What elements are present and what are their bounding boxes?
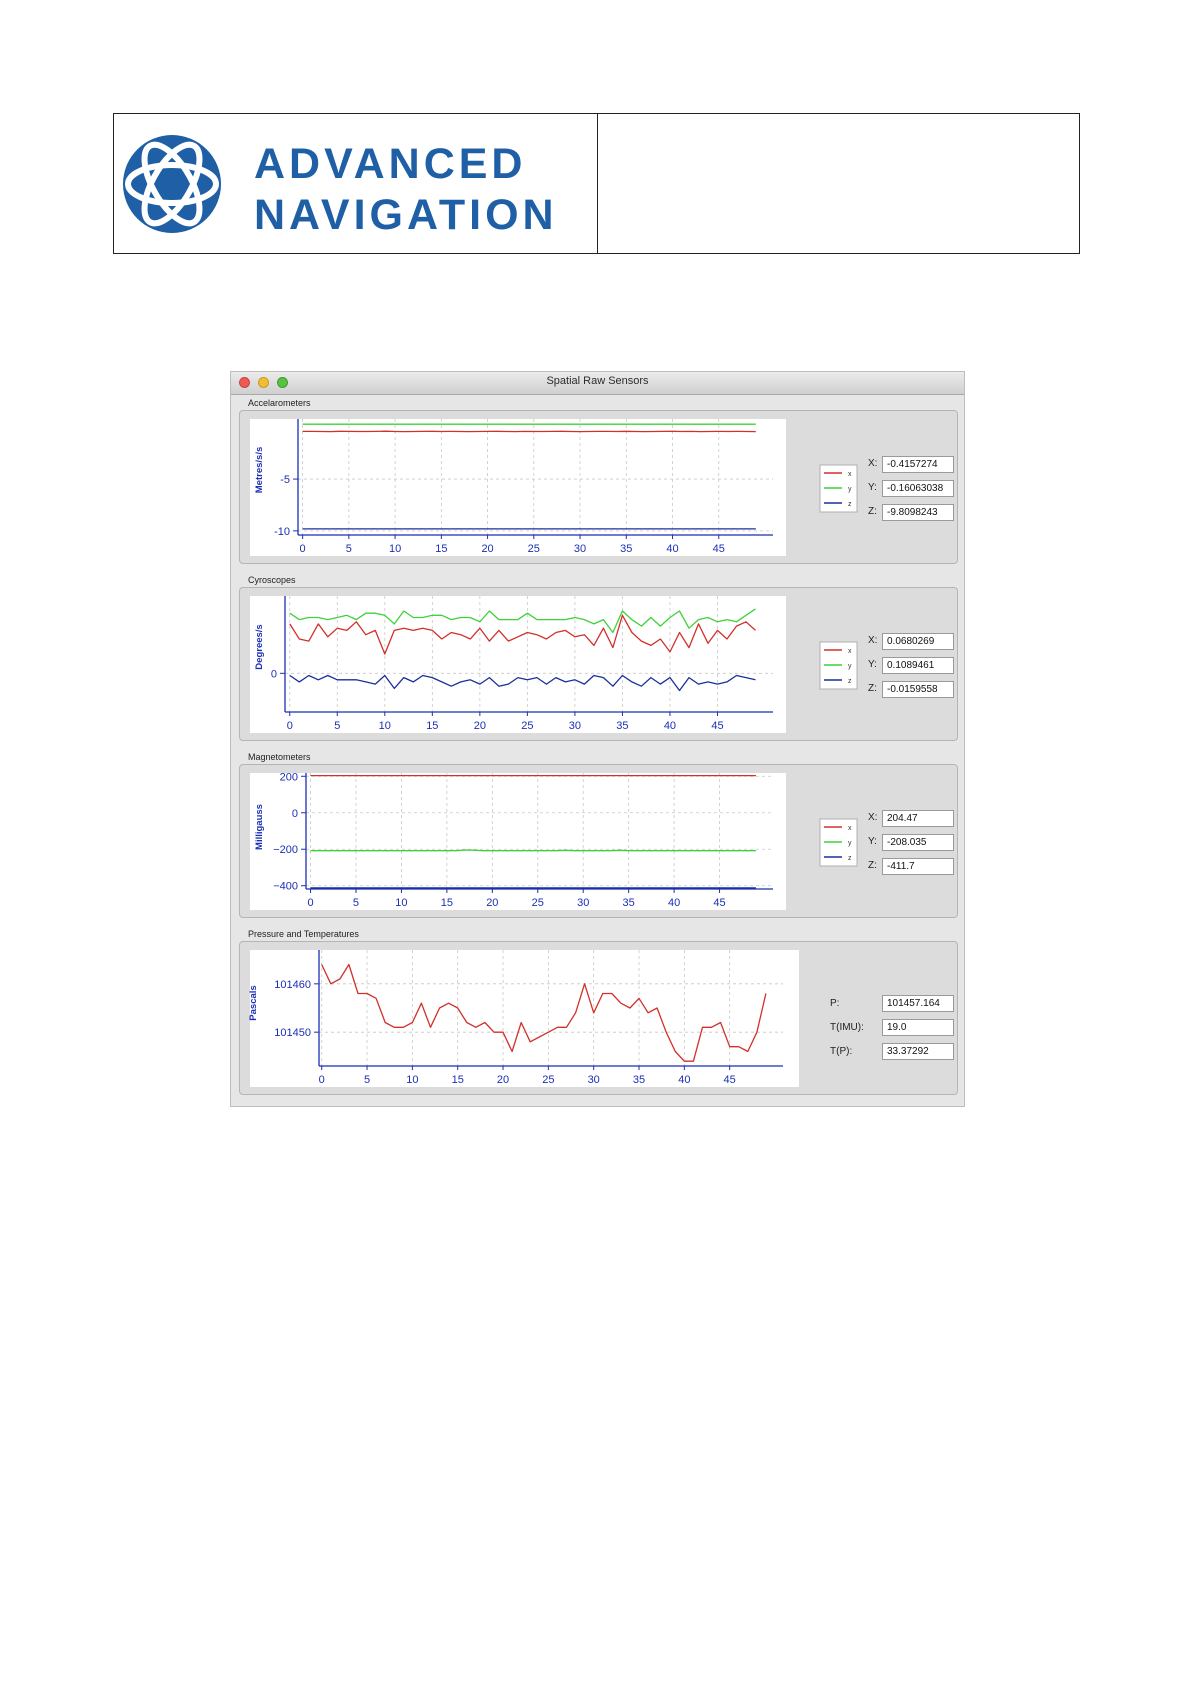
x-tick-label: 40 [663,720,677,732]
logo-cell [114,114,598,253]
x-tick-label: 20 [481,543,494,555]
x-tick-label: 10 [378,720,391,732]
x-tick-label: 0 [286,720,293,732]
x-tick-label: 5 [345,543,352,555]
mag-y-label: Y: [868,836,877,847]
legend-z: z [848,678,852,685]
logo-line2: NAVIGATION [254,191,558,239]
mag-panel [239,764,958,918]
accel-z-field[interactable]: -9.8098243 [882,504,954,521]
y-tick-label: -10 [274,525,290,538]
x-tick-label: 20 [496,1074,510,1086]
x-tick-label: 20 [486,897,499,909]
legend-x: x [848,825,852,832]
advanced-navigation-logo [114,114,596,253]
mag-z-field[interactable]: -411.7 [882,858,954,875]
press-timu-field[interactable]: 19.0 [882,1019,954,1036]
x-tick-label: 40 [667,897,681,909]
legend-x: x [848,471,852,478]
x-tick-label: 45 [723,1074,736,1086]
x-tick-label: 40 [678,1074,691,1086]
accel-legend [820,465,857,512]
x-tick-label: 40 [666,543,679,555]
gyro-y-label: Y: [868,659,877,670]
x-tick-label: 0 [318,1074,325,1086]
header-empty-cell [598,114,1079,253]
globe-logo-icon [123,135,221,233]
gyro-z-field[interactable]: -0.0159558 [882,681,954,698]
press-panel [239,941,958,1095]
x-tick-label: 30 [573,543,587,555]
gyro-z-label: Z: [868,683,877,694]
press-p-field[interactable]: 101457.164 [882,995,954,1012]
x-tick-label: 15 [435,543,448,555]
x-tick-label: 15 [426,720,439,732]
mag-z-label: Z: [868,860,877,871]
x-tick-label: 30 [587,1074,600,1086]
legend-y: y [848,663,852,670]
gyro-legend [820,642,857,689]
legend-z: z [848,855,852,862]
x-tick-label: 5 [334,720,341,732]
legend-y: y [848,486,852,493]
x-tick-label: 35 [620,543,633,555]
gyro-y-field[interactable]: 0.1089461 [882,657,954,674]
x-tick-label: 25 [521,720,534,732]
y-tick-label: 101460 [274,978,311,991]
document-header [113,113,1080,254]
legend-y: y [848,840,852,847]
mag-y-axis-label: Milligauss [254,804,265,850]
gyro-chart [240,588,959,742]
x-tick-label: 15 [440,897,454,909]
press-p-label: P: [830,998,840,1009]
accel-x-field[interactable]: -0.4157274 [882,456,954,473]
x-tick-label: 10 [395,897,408,909]
x-tick-label: 35 [616,720,629,732]
legend-z: z [848,501,852,508]
accel-x-label: X: [868,458,878,469]
gyro-group-label: Cyroscopes [248,575,296,585]
x-tick-label: 5 [363,1074,371,1086]
x-tick-label: 20 [473,720,486,732]
accel-panel [239,410,958,564]
x-tick-label: 15 [451,1074,464,1086]
accel-y-axis-label: Metres/s/s [254,446,265,494]
gyro-panel [239,587,958,741]
y-tick-label: 200 [279,771,298,784]
x-tick-label: 10 [406,1074,419,1086]
title-bar[interactable] [231,372,964,395]
y-tick-label: 0 [270,668,277,681]
y-tick-label: −400 [273,880,298,893]
x-tick-label: 45 [713,897,726,909]
legend-x: x [848,648,852,655]
y-tick-label: -5 [280,474,290,487]
x-tick-label: 0 [307,897,314,909]
mag-x-label: X: [868,812,878,823]
x-tick-label: 30 [577,897,590,909]
mag-legend [820,819,857,866]
mag-chart [240,765,959,919]
x-tick-label: 0 [299,543,306,555]
x-tick-label: 25 [527,543,540,555]
x-tick-label: 35 [622,897,635,909]
press-group-label: Pressure and Temperatures [248,929,359,939]
y-tick-label: 0 [291,807,298,820]
x-tick-label: 25 [531,897,544,909]
press-chart [240,942,959,1096]
mag-group-label: Magnetometers [248,752,311,762]
x-tick-label: 30 [568,720,582,732]
press-y-axis-label: Pascals [248,985,259,1021]
press-tp-field[interactable]: 33.37292 [882,1043,954,1060]
app-window [230,371,965,1107]
accel-z-label: Z: [868,506,877,517]
mag-x-field[interactable]: 204.47 [882,810,954,827]
y-tick-label: 101450 [274,1027,311,1040]
gyro-x-field[interactable]: 0.0680269 [882,633,954,650]
accel-group-label: Accelarometers [248,398,311,408]
mag-y-field[interactable]: -208.035 [882,834,954,851]
x-tick-label: 45 [711,720,724,732]
press-tp-label: T(P): [830,1046,853,1057]
accel-y-field[interactable]: -0.16063038 [882,480,954,497]
x-tick-label: 35 [632,1074,646,1086]
series-line-y [311,850,756,851]
press-timu-label: T(IMU): [830,1022,864,1033]
x-tick-label: 10 [388,543,402,555]
x-tick-label: 5 [352,897,360,909]
gyro-y-axis-label: Degrees/s [254,624,265,670]
window-title: Spatial Raw Sensors [546,375,649,387]
logo-line1: ADVANCED [254,140,527,188]
y-tick-label: −200 [273,844,298,857]
gyro-x-label: X: [868,635,878,646]
accel-y-label: Y: [868,482,877,493]
x-tick-label: 25 [542,1074,555,1086]
accel-chart [240,411,959,565]
x-tick-label: 45 [712,543,725,555]
